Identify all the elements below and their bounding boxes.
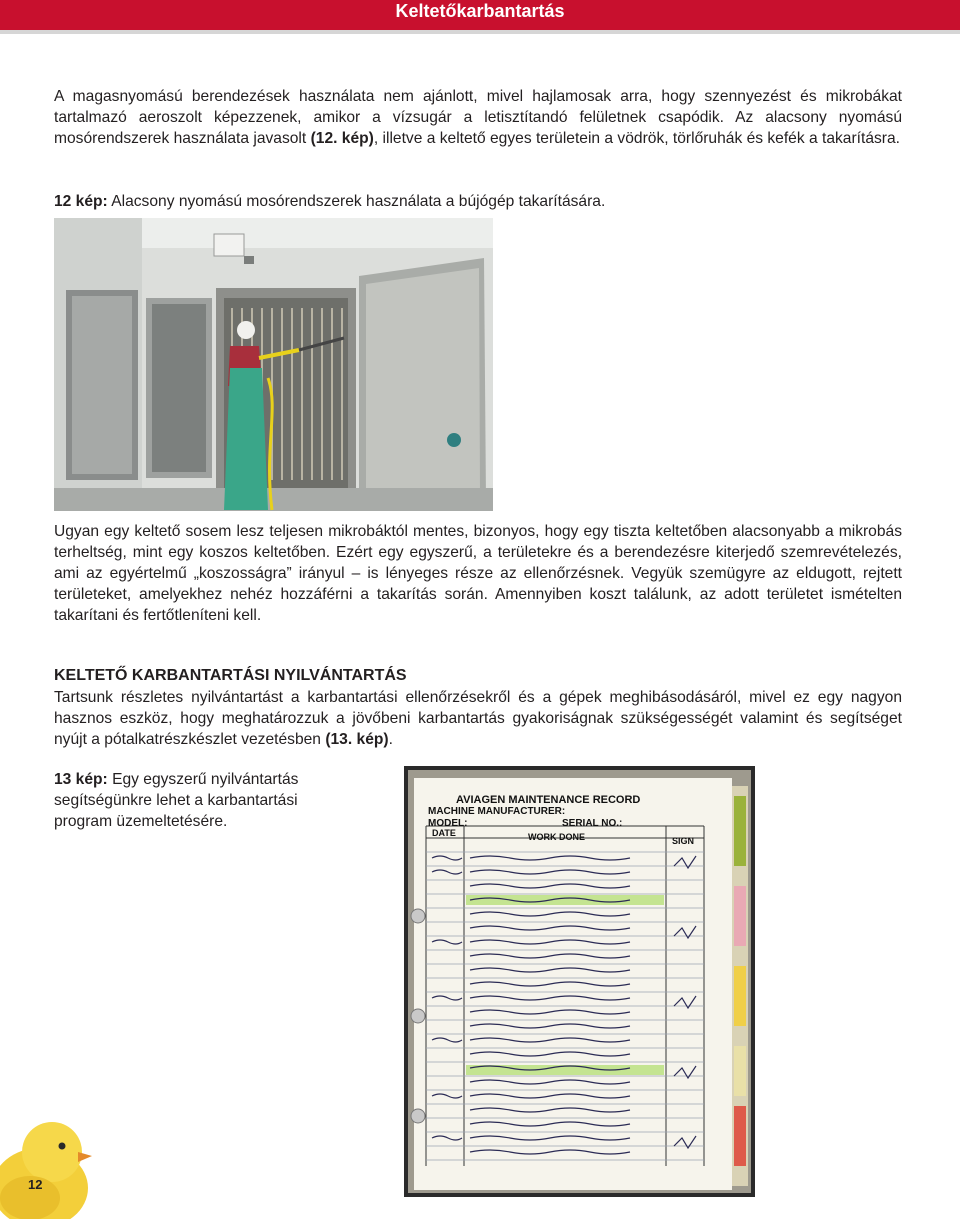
record-col-sign: SIGN (672, 836, 695, 846)
section-paragraph (54, 687, 902, 750)
figure12-label: 12 kép: (54, 193, 108, 210)
record-model-label: MODEL: (428, 818, 468, 829)
section-heading: KELTETŐ KARBANTARTÁSI NYILVÁNTARTÁS (54, 667, 407, 684)
section-text-end: . (388, 731, 393, 748)
page-header-title: Keltetőkarbantartás (395, 1, 565, 21)
section-figure-ref: (13. kép) (325, 731, 389, 748)
record-col-work: WORK DONE (528, 832, 585, 842)
figure13-label: 13 kép: (54, 771, 108, 788)
record-manufacturer-label: MACHINE MANUFACTURER: (428, 806, 566, 817)
intro-text: A magasnyomású berendezések használata nem ajánlott, mivel hajlamosak arra, hogy szennyezést és mikrobákat tartalmazó aeroszolt képezzenek, amikor a vízsugár a letisztítandó felületnek csapódik. Az alacsony nyomású mosórendszerek használata javasolt (54, 88, 902, 147)
chick-illustration (0, 1110, 95, 1219)
intro-text-end: , illetve a keltető egyes területein a vödrök, törlőruhák és kefék a takarításra. (373, 130, 900, 147)
record-title: AVIAGEN MAINTENANCE RECORD (456, 794, 641, 806)
intro-figure-ref: (12. kép) (310, 130, 374, 147)
figure13-caption (54, 769, 344, 832)
intro-paragraph (54, 86, 902, 149)
record-serial-label: SERIAL NO.: (562, 818, 623, 829)
hygiene-paragraph: Ugyan egy keltető sosem lesz teljesen mikrobáktól mentes, bizonyos, hogy egy tiszta keltetőben alacsonyabb a mikrobás terheltség, mint egy koszos keltetőben. Ezért egy egyszerű, a területekre és a berendezésre kiterjedő szemrevételezés, ami az egyértelmű „koszosságra” irányul – is lényeges része az ellenőrzésnek. Vegyük szemügyre az eldugott, rejtett területeket, amelyekhez nehéz hozzáférni a takarítás során. Amennyiben koszt találunk, az adott területet ismételten takarítani és fertőtleníteni kell. (54, 523, 902, 624)
page-number: 12 (28, 1177, 43, 1192)
header-divider (0, 30, 960, 34)
record-col-date: DATE (432, 828, 456, 838)
section-text: Tartsunk részletes nyilvántartást a karbantartási ellenőrzésekről és a gépek meghibásodásáról, mivel ez egy nagyon hasznos eszköz, hogy meghatározzuk a jövőbeni karbantartás gyakoriságnak szükségességét valamint és segítséget nyújt a pótalkatrészkészlet vezetésben (54, 689, 902, 748)
figure13-caption-text: Egy egyszerű nyilvántartás segítségünkre lehet a karbantartási program üzemeltetésére. (54, 771, 299, 830)
maintenance-record-photo (404, 766, 755, 1197)
figure12-caption (54, 191, 605, 212)
hatcher-cleaning-photo (54, 218, 493, 511)
figure12-caption-text: Alacsony nyomású mosórendszerek használata a bújógép takarítására. (107, 193, 606, 210)
page-header (0, 0, 960, 30)
